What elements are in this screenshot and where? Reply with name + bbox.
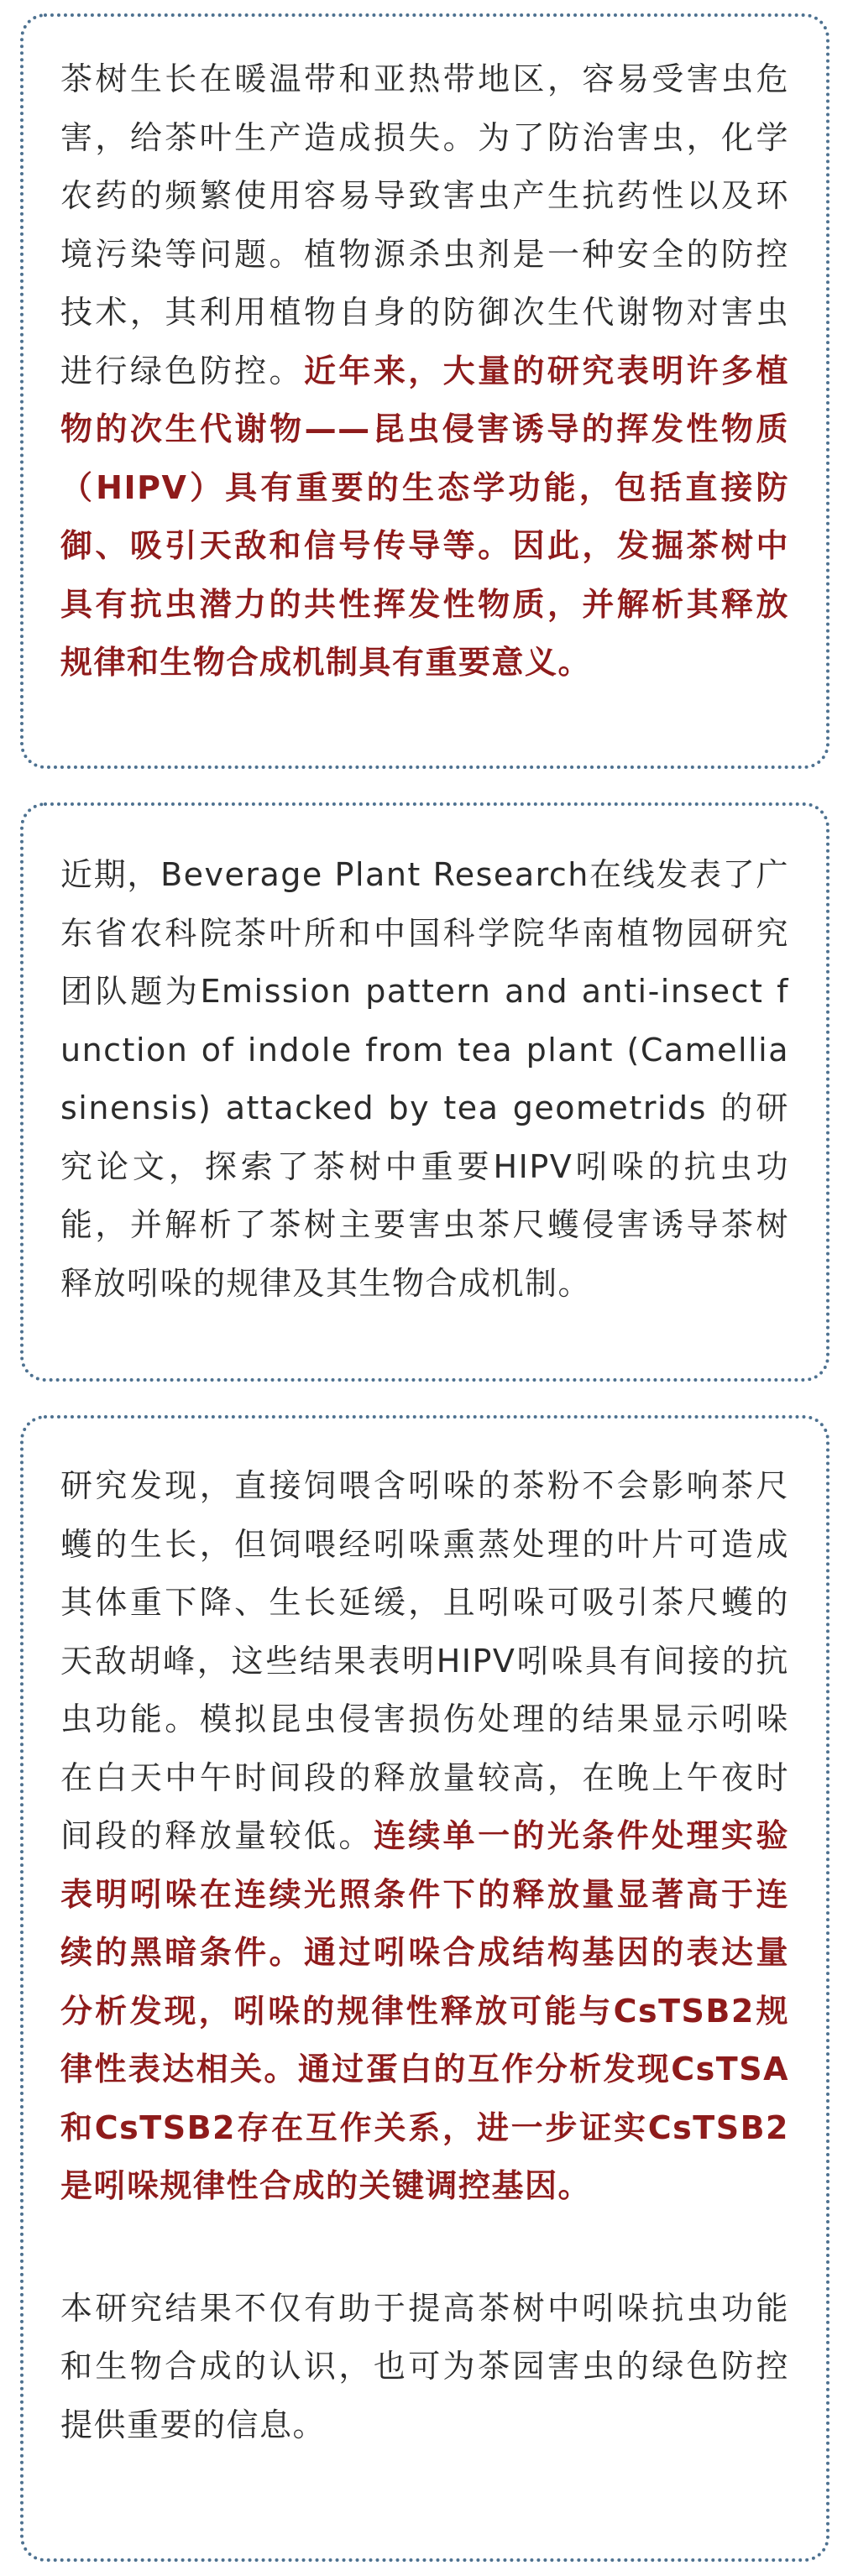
intro-highlight-text: 近年来，大量的研究表明许多植物的次生代谢物——昆虫侵害诱导的挥发性物质（HIPV）具有重要的生态学功能，包括直接防御、吸引天敌和信号传导等。因此，发掘茶树中具有抗虫潜力的共性挥发性物质，并解析其释放规律和生物合成机制具有重要意义。 — [60, 352, 789, 681]
publication-paragraph: 近期，Beverage Plant Research在线发表了广东省农科院茶叶所和中国科学院华南植物园研究团队题为Emission pattern and anti-insect function of indole from tea plant (Camellia sinensis) attacked by tea geometrids 的研究论文，探索了茶树中重要HIPV吲哚的抗虫功能，并解析了茶树主要害虫茶尺蠖侵害诱导茶树释放吲哚的规律及其生物合成机制。 — [60, 856, 789, 1302]
intro-normal-text: 茶树生长在暖温带和亚热带地区，容易受害虫危害，给茶叶生产造成损失。为了防治害虫，化学农药的频繁使用容易导致害虫产生抗药性以及环境污染等问题。植物源杀虫剂是一种安全的防控技术，其利用植物自身的防御次生代谢物对害虫进行绿色防控。 — [60, 60, 789, 389]
findings-highlight-text: 连续单一的光条件处理实验表明吲哚在连续光照条件下的释放量显著高于连续的黑暗条件。通过吲哚合成结构基因的表达量分析发现，吲哚的规律性释放可能与CsTSB2规律性表达相关。通过蛋白的互作分析发现CsTSA和CsTSB2存在互作关系，进一步证实CsTSB2是吲哚规律性合成的关键调控基因。 — [60, 1817, 789, 2204]
conclusion-paragraph: 本研究结果不仅有助于提高茶树中吲哚抗虫功能和生物合成的认识，也可为茶园害虫的绿色防控提供重要的信息。 — [60, 2289, 789, 2443]
intro-card — [20, 13, 829, 769]
findings-card — [20, 1415, 829, 2562]
findings-paragraph — [60, 1452, 789, 2216]
intro-paragraph — [60, 50, 789, 692]
findings-normal-text: 研究发现，直接饲喂含吲哚的茶粉不会影响茶尺蠖的生长，但饲喂经吲哚熏蒸处理的叶片可造成其体重下降、生长延缓，且吲哚可吸引茶尺蠖的天敌胡峰，这些结果表明HIPV吲哚具有间接的抗虫功能。模拟昆虫侵害损伤处理的结果显示吲哚在白天中午时间段的释放量较高，在晚上午夜时间段的释放量较低。 — [60, 1467, 789, 1854]
publication-card — [20, 802, 829, 1382]
